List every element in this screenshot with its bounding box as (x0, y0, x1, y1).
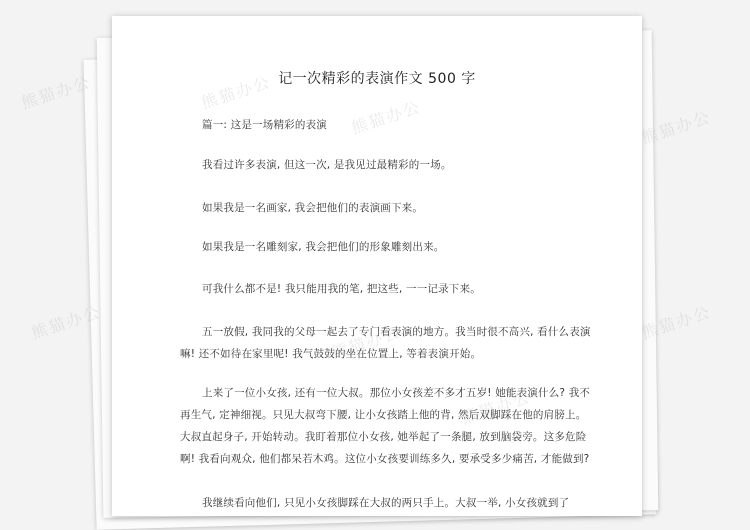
paragraph (202, 236, 602, 258)
document-title: 记一次精彩的表演作文 500 字 (278, 71, 476, 87)
watermark: 熊猫办公 (329, 322, 404, 363)
watermark: 熊猫办公 (29, 302, 104, 343)
paragraph-line: 我看过许多表演, 但这一次, 是我见过最精彩的一场。 (202, 159, 452, 171)
paragraph-line: 如果我是一名画家, 我会把他们的表演画下来。 (202, 202, 424, 214)
paragraph-line: 上来了一位小女孩, 还有一位大叔。那位小女孩差不多才五岁! 她能表演什么? 我不 (202, 387, 591, 399)
paragraph-line: 可我什么都不是! 我只能用我的笔, 把这些, 一一记录下来。 (202, 283, 481, 295)
watermark: 熊猫办公 (19, 72, 94, 113)
paragraph-line: 如果我是一名雕刻家, 我会把他们的形象雕刻出来。 (202, 241, 445, 253)
paragraph (202, 278, 602, 300)
paragraph (202, 197, 602, 219)
watermark: 熊猫办公 (349, 97, 424, 138)
paragraph (202, 154, 602, 176)
watermark: 熊猫办公 (639, 302, 714, 343)
paragraph (202, 492, 602, 514)
paragraph (180, 321, 602, 365)
paragraph-line: 再生气, 定神细视。只见大叔弯下腰, 让小女孩踏上他的背, 然后双脚踩在他的肩膀上。 (180, 409, 587, 421)
paragraph-line: 我继续看向他们, 只见小女孩脚踩在大叔的两只手上。大叔一举, 小女孩就到了 (202, 497, 570, 509)
paragraph-line: 五一放假, 我同我的父母一起去了专门看表演的地方。我当时很不高兴, 看什么表演 (202, 326, 591, 338)
document-page (112, 16, 642, 516)
paragraph-line: 啊! 我看向观众, 他们都呆若木鸡。这位小女孩要训练多久, 要承受多少痛苦, 才能做到? (180, 453, 590, 465)
watermark: 熊猫办公 (199, 72, 274, 113)
paragraph-line: 大叔直起身子, 开始转动。我盯着那位小女孩, 她举起了一条腿, 放到脑袋旁。这多危险 (180, 431, 587, 443)
paragraph-line: 篇一: 这是一场精彩的表演 (202, 119, 327, 131)
paragraph (180, 382, 602, 470)
paragraph (202, 114, 602, 136)
paragraph-line: 嘛! 还不如待在家里呢! 我气鼓鼓的坐在位置上, 等着表演开始。 (180, 348, 482, 360)
watermark: 熊猫办公 (459, 387, 534, 428)
watermark: 熊猫办公 (639, 107, 714, 148)
